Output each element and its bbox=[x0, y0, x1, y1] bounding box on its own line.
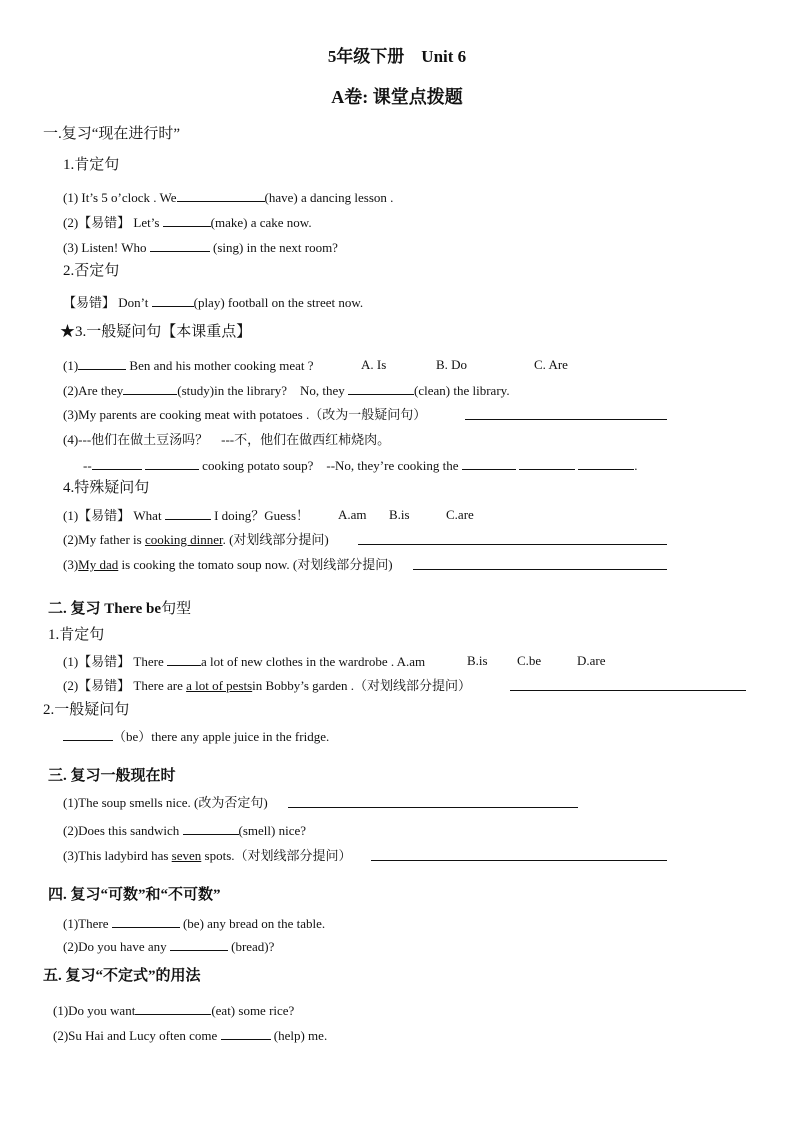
answer-blank[interactable] bbox=[150, 239, 210, 252]
answer-blank[interactable] bbox=[183, 822, 239, 835]
section-3-heading: 三. 复习一般现在时 bbox=[48, 768, 176, 784]
option-a: A. Is bbox=[361, 357, 387, 372]
question-s1-neg: 【易错】 Don’t (play) football on the street now. bbox=[63, 295, 364, 310]
question-s1-q2: (2)【易错】 Let’s (make) a cake now. bbox=[63, 215, 312, 230]
underlined-phrase: a lot of pests bbox=[186, 678, 253, 693]
question-s4-q1: (1)There (be) any bread on the table. bbox=[63, 916, 326, 931]
answer-blank[interactable] bbox=[63, 728, 113, 741]
question-s4-q2: (2)Do you have any (bread)? bbox=[63, 939, 275, 954]
answer-blank[interactable] bbox=[167, 653, 201, 666]
option-b: B.is bbox=[467, 653, 488, 668]
answer-blank[interactable] bbox=[177, 189, 265, 202]
question-s1-sp2: (2)My father is cooking dinner. (对划线部分提问) bbox=[63, 532, 329, 547]
answer-blank[interactable] bbox=[92, 457, 142, 470]
section-2-heading: 二. 复习 There be句型 bbox=[48, 601, 192, 617]
page-subtitle: A卷: 课堂点拨题 bbox=[331, 87, 463, 107]
s2-sub-affirmative: 1.肯定句 bbox=[48, 627, 105, 643]
page-title: 5年级下册 Unit 6 bbox=[327, 47, 467, 66]
answer-blank[interactable] bbox=[112, 915, 180, 928]
section-4-heading: 四. 复习“可数”和“不可数” bbox=[48, 887, 221, 903]
question-s2-q2: (2)【易错】 There are a lot of pestsin Bobby’s garden .（对划线部分提问） bbox=[63, 678, 471, 693]
s2-sub-question: 2.一般疑问句 bbox=[43, 702, 130, 718]
answer-blank[interactable] bbox=[221, 1027, 271, 1040]
question-s3-q1: (1)The soup smells nice. (改为否定句) bbox=[63, 795, 268, 810]
question-s1-sp3: (3)My dad is cooking the tomato soup now. (对划线部分提问) bbox=[63, 557, 393, 572]
option-b: B. Do bbox=[436, 357, 468, 372]
option-d: D.are bbox=[577, 653, 606, 668]
question-s1-yn2: (2)Are they (study)in the library? No, they (clean) the library. bbox=[63, 383, 510, 398]
answer-blank[interactable] bbox=[163, 214, 211, 227]
question-s1-yn3: (3)My parents are cooking meat with potatoes .（改为一般疑问句） bbox=[63, 407, 427, 422]
answer-blank[interactable] bbox=[578, 457, 634, 470]
answer-line[interactable] bbox=[465, 407, 667, 424]
underlined-phrase: cooking dinner bbox=[144, 532, 223, 547]
answer-line[interactable] bbox=[371, 848, 667, 865]
question-s1-q3: (3) Listen! Who (sing) in the next room? bbox=[63, 240, 338, 255]
question-s1-q1: (1) It’s 5 o’clock . We (have) a dancing lesson . bbox=[63, 190, 394, 205]
underlined-phrase: My dad bbox=[78, 557, 119, 572]
option-c: C.are bbox=[446, 507, 474, 522]
question-s2-q1: (1)【易错】 There a lot of new clothes in the wardrobe . A.am bbox=[63, 654, 426, 669]
s1-sub-special: 4.特殊疑问句 bbox=[63, 480, 150, 496]
option-c: C. Are bbox=[534, 357, 568, 372]
question-s1-yn4-answer: -- cooking potato soup? --No, they’re cooking the . bbox=[83, 458, 638, 473]
answer-line[interactable] bbox=[413, 557, 667, 574]
answer-blank[interactable] bbox=[170, 938, 228, 951]
answer-blank[interactable] bbox=[145, 457, 199, 470]
question-s1-sp1: (1)【易错】 What I doing？Guess！ bbox=[63, 508, 310, 523]
answer-blank[interactable] bbox=[135, 1002, 211, 1015]
question-s1-yn1: (1) Ben and his mother cooking meat ? bbox=[63, 358, 314, 373]
answer-blank[interactable] bbox=[123, 382, 177, 395]
answer-blank[interactable] bbox=[78, 357, 126, 370]
question-s2-q3: （be）there any apple juice in the fridge. bbox=[63, 728, 329, 745]
question-s5-q2: (2)Su Hai and Lucy often come (help) me. bbox=[53, 1028, 328, 1043]
s1-sub-negative: 2.否定句 bbox=[63, 263, 120, 279]
section-5-heading: 五. 复习“不定式”的用法 bbox=[43, 968, 201, 984]
section-1-heading: 一.复习“现在进行时” bbox=[43, 126, 181, 142]
question-s3-q3: (3)This ladybird has seven spots.（对划线部分提问） bbox=[63, 848, 352, 863]
answer-line[interactable] bbox=[288, 795, 578, 812]
s1-sub-affirmative: 1.肯定句 bbox=[63, 157, 120, 173]
answer-blank[interactable] bbox=[152, 294, 194, 307]
question-s5-q1: (1)Do you want (eat) some rice? bbox=[53, 1003, 295, 1018]
answer-blank[interactable] bbox=[165, 507, 211, 520]
question-s3-q2: (2)Does this sandwich (smell) nice? bbox=[63, 823, 307, 838]
answer-blank[interactable] bbox=[462, 457, 516, 470]
underlined-phrase: seven bbox=[171, 848, 202, 863]
option-a: A.am bbox=[338, 507, 367, 522]
option-c: C.be bbox=[517, 653, 542, 668]
answer-blank[interactable] bbox=[348, 382, 414, 395]
option-b: B.is bbox=[389, 507, 410, 522]
answer-line[interactable] bbox=[358, 532, 667, 549]
answer-blank[interactable] bbox=[519, 457, 575, 470]
answer-line[interactable] bbox=[510, 678, 746, 695]
s1-sub-yesno: ★3.一般疑问句【本课重点】 bbox=[60, 324, 252, 340]
question-s1-yn4: (4)---他们在做土豆汤吗？ ---不，他们在做西红柿烧肉。 bbox=[63, 432, 391, 447]
